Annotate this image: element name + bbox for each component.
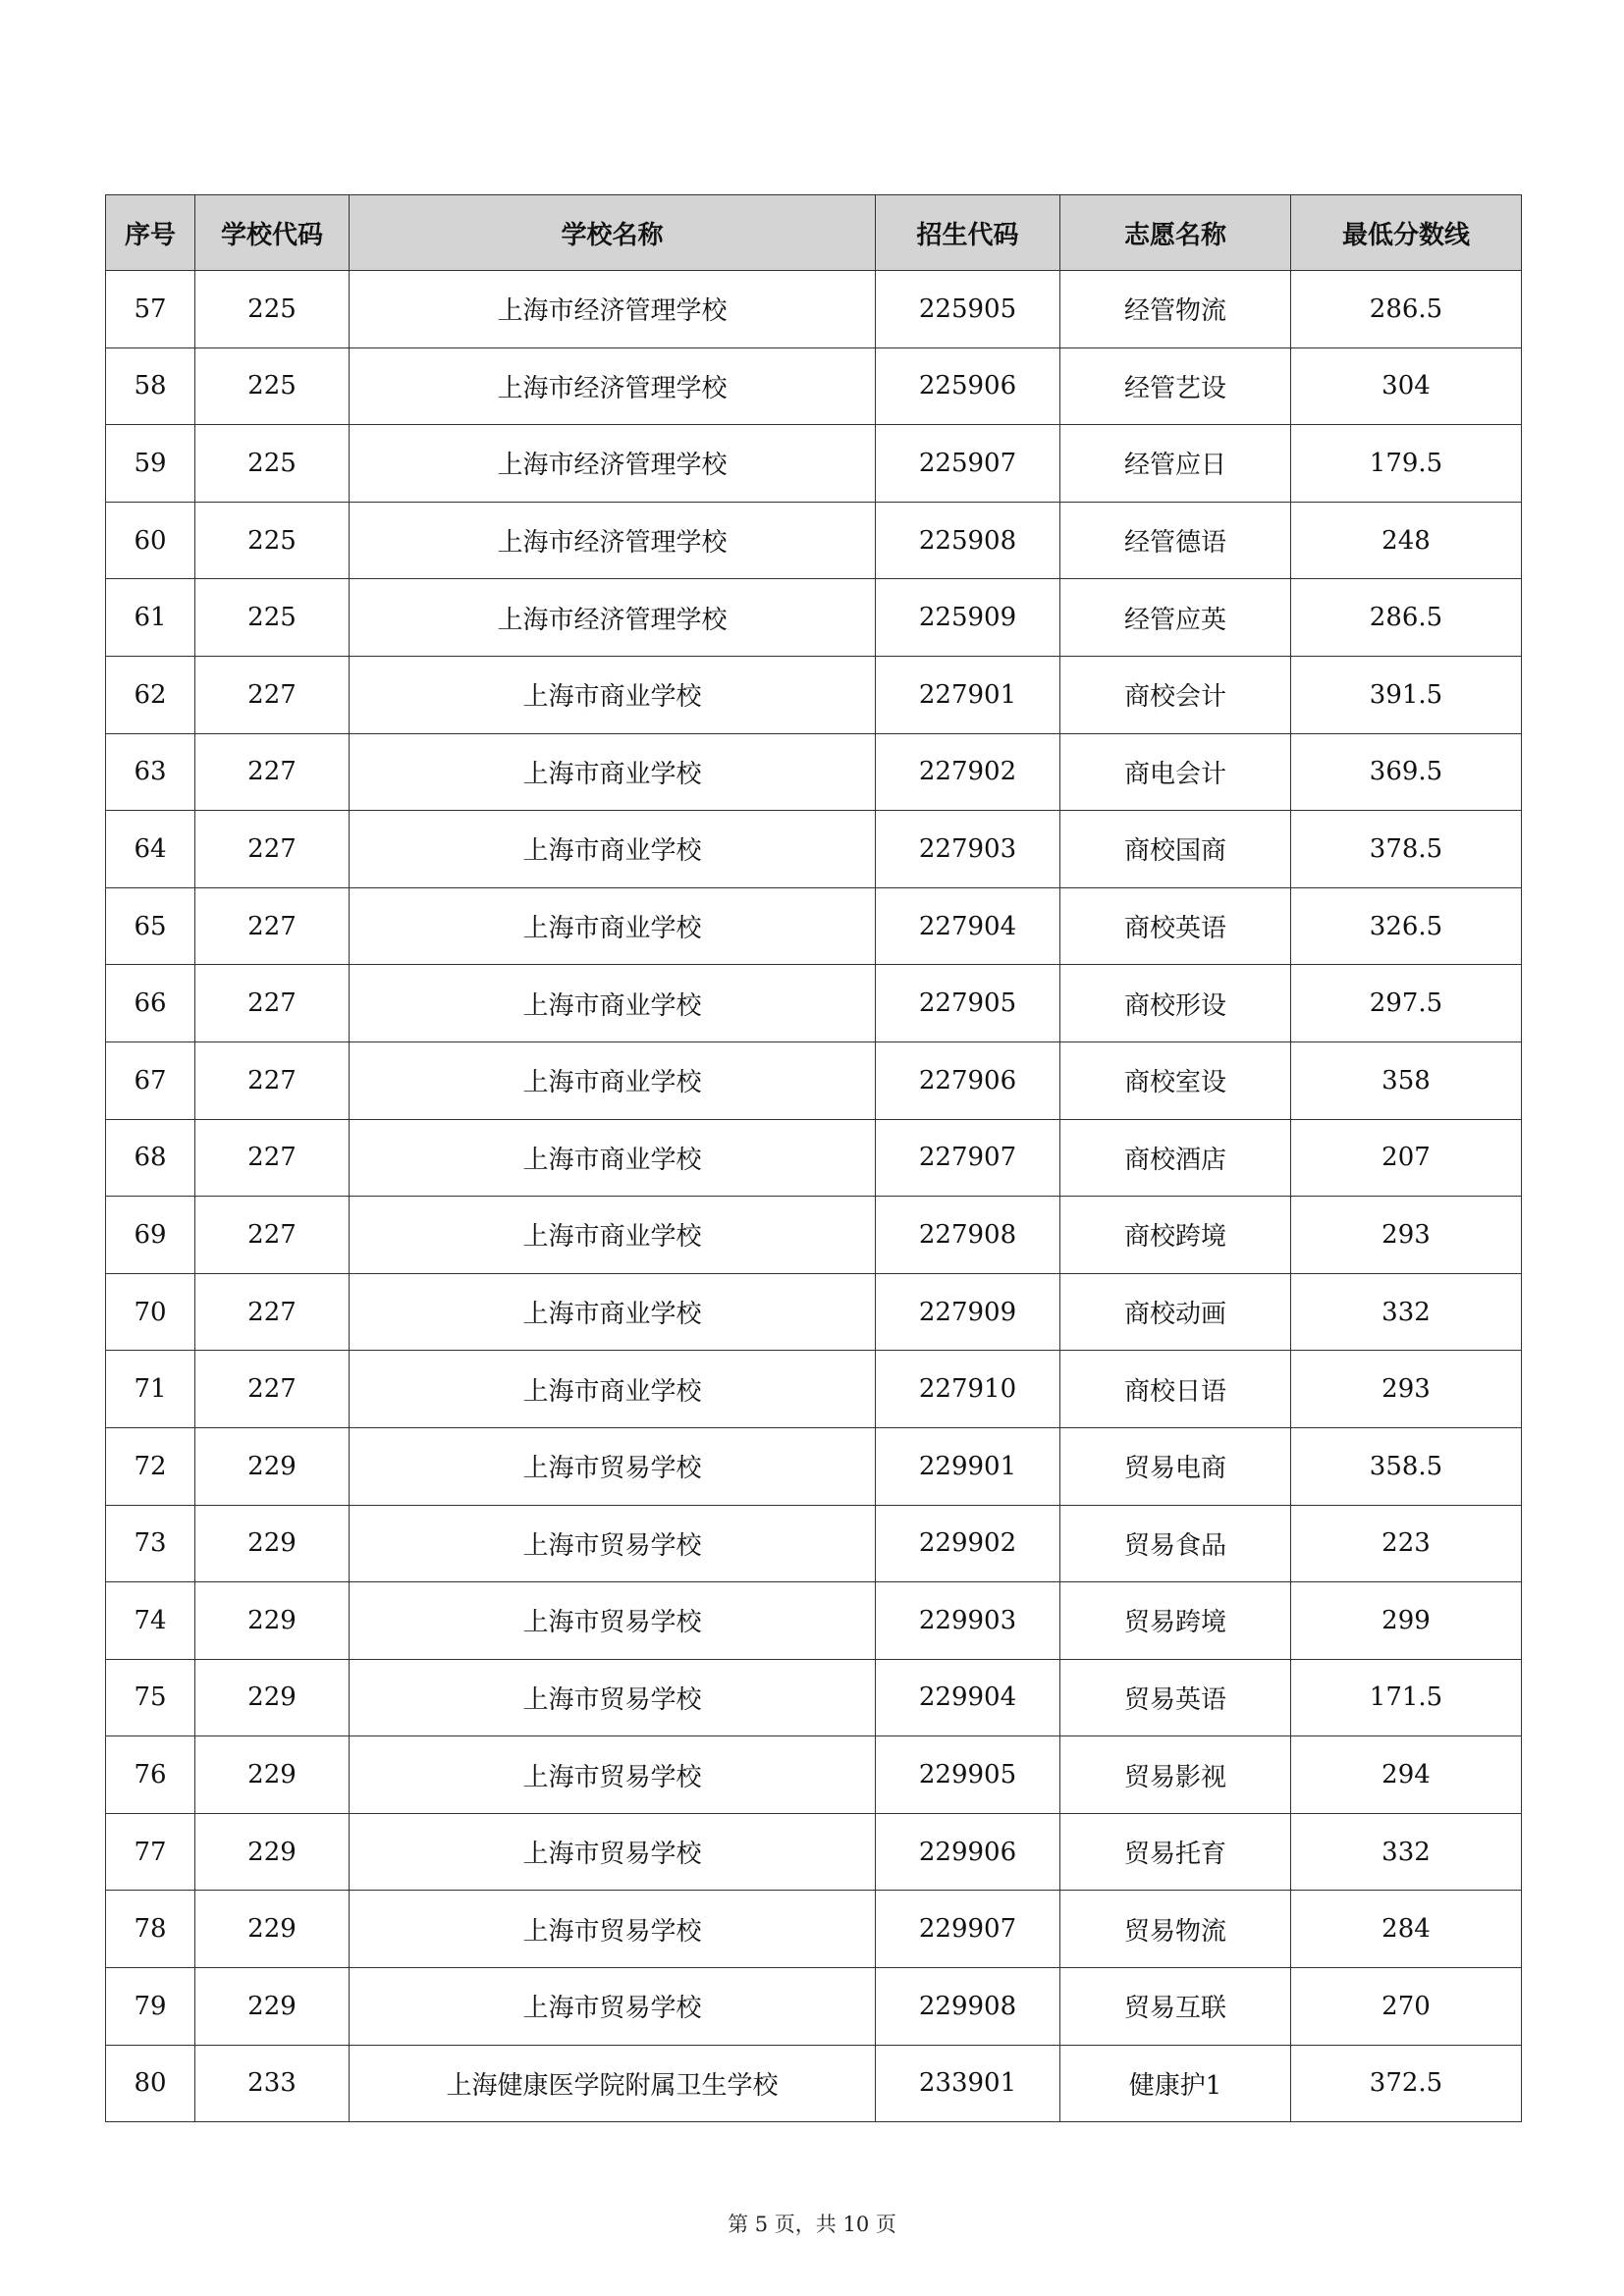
cell-program-name: 贸易影视 bbox=[1060, 1736, 1291, 1814]
cell-program-name: 经管艺设 bbox=[1060, 347, 1291, 425]
cell-program-name: 商校形设 bbox=[1060, 965, 1291, 1042]
admission-score-table bbox=[105, 194, 1522, 2122]
cell-school-name: 上海市经济管理学校 bbox=[350, 347, 876, 425]
cell-program-name: 商校日语 bbox=[1060, 1351, 1291, 1428]
cell-school-name: 上海市贸易学校 bbox=[350, 1505, 876, 1582]
cell-index: 76 bbox=[106, 1736, 195, 1814]
cell-enroll-code: 227908 bbox=[876, 1197, 1060, 1274]
cell-school-name: 上海健康医学院附属卫生学校 bbox=[350, 2045, 876, 2122]
cell-enroll-code: 227901 bbox=[876, 656, 1060, 733]
cell-min-score: 286.5 bbox=[1291, 579, 1522, 657]
table-row bbox=[106, 502, 1522, 579]
cell-school-name: 上海市贸易学校 bbox=[350, 1659, 876, 1736]
cell-enroll-code: 229903 bbox=[876, 1582, 1060, 1660]
cell-enroll-code: 229901 bbox=[876, 1427, 1060, 1505]
cell-school-name: 上海市贸易学校 bbox=[350, 1968, 876, 2046]
cell-program-name: 健康护1 bbox=[1060, 2045, 1291, 2122]
cell-school-name: 上海市经济管理学校 bbox=[350, 502, 876, 579]
cell-school-name: 上海市商业学校 bbox=[350, 887, 876, 965]
cell-min-score: 286.5 bbox=[1291, 271, 1522, 348]
cell-school-name: 上海市商业学校 bbox=[350, 811, 876, 888]
cell-min-score: 332 bbox=[1291, 1813, 1522, 1891]
table-row bbox=[106, 425, 1522, 503]
cell-index: 61 bbox=[106, 579, 195, 657]
cell-min-score: 297.5 bbox=[1291, 965, 1522, 1042]
table-row bbox=[106, 271, 1522, 348]
cell-school-code: 227 bbox=[195, 965, 350, 1042]
cell-enroll-code: 227907 bbox=[876, 1119, 1060, 1197]
table-row bbox=[106, 1427, 1522, 1505]
cell-program-name: 贸易互联 bbox=[1060, 1968, 1291, 2046]
cell-index: 60 bbox=[106, 502, 195, 579]
header-school-name: 学校名称 bbox=[350, 195, 876, 271]
cell-school-code: 225 bbox=[195, 502, 350, 579]
cell-index: 75 bbox=[106, 1659, 195, 1736]
table-row bbox=[106, 1813, 1522, 1891]
cell-enroll-code: 225905 bbox=[876, 271, 1060, 348]
cell-min-score: 369.5 bbox=[1291, 733, 1522, 811]
table-row bbox=[106, 1351, 1522, 1428]
cell-school-name: 上海市商业学校 bbox=[350, 656, 876, 733]
cell-school-name: 上海市商业学校 bbox=[350, 733, 876, 811]
cell-enroll-code: 229908 bbox=[876, 1968, 1060, 2046]
cell-program-name: 贸易托育 bbox=[1060, 1813, 1291, 1891]
cell-enroll-code: 227905 bbox=[876, 965, 1060, 1042]
cell-school-code: 227 bbox=[195, 811, 350, 888]
cell-index: 73 bbox=[106, 1505, 195, 1582]
cell-school-code: 229 bbox=[195, 1659, 350, 1736]
cell-school-code: 227 bbox=[195, 733, 350, 811]
cell-program-name: 商电会计 bbox=[1060, 733, 1291, 811]
table-row bbox=[106, 1736, 1522, 1814]
header-school-code: 学校代码 bbox=[195, 195, 350, 271]
cell-school-name: 上海市商业学校 bbox=[350, 1351, 876, 1428]
cell-enroll-code: 227909 bbox=[876, 1273, 1060, 1351]
cell-school-name: 上海市贸易学校 bbox=[350, 1891, 876, 1968]
cell-min-score: 270 bbox=[1291, 1968, 1522, 2046]
cell-school-name: 上海市商业学校 bbox=[350, 1119, 876, 1197]
header-program-name: 志愿名称 bbox=[1060, 195, 1291, 271]
table-row bbox=[106, 965, 1522, 1042]
cell-school-code: 227 bbox=[195, 656, 350, 733]
table-row bbox=[106, 1891, 1522, 1968]
cell-school-name: 上海市经济管理学校 bbox=[350, 271, 876, 348]
cell-enroll-code: 225906 bbox=[876, 347, 1060, 425]
cell-index: 70 bbox=[106, 1273, 195, 1351]
table-row bbox=[106, 733, 1522, 811]
cell-school-code: 227 bbox=[195, 1351, 350, 1428]
cell-school-code: 229 bbox=[195, 1736, 350, 1814]
cell-min-score: 293 bbox=[1291, 1197, 1522, 1274]
cell-program-name: 商校跨境 bbox=[1060, 1197, 1291, 1274]
cell-enroll-code: 227906 bbox=[876, 1041, 1060, 1119]
cell-index: 58 bbox=[106, 347, 195, 425]
cell-min-score: 378.5 bbox=[1291, 811, 1522, 888]
cell-index: 65 bbox=[106, 887, 195, 965]
cell-school-name: 上海市商业学校 bbox=[350, 1041, 876, 1119]
cell-min-score: 332 bbox=[1291, 1273, 1522, 1351]
cell-school-code: 225 bbox=[195, 425, 350, 503]
cell-program-name: 商校国商 bbox=[1060, 811, 1291, 888]
cell-school-code: 225 bbox=[195, 271, 350, 348]
table-row bbox=[106, 811, 1522, 888]
cell-school-name: 上海市贸易学校 bbox=[350, 1736, 876, 1814]
cell-min-score: 248 bbox=[1291, 502, 1522, 579]
cell-min-score: 391.5 bbox=[1291, 656, 1522, 733]
cell-school-name: 上海市贸易学校 bbox=[350, 1427, 876, 1505]
cell-program-name: 贸易食品 bbox=[1060, 1505, 1291, 1582]
cell-index: 72 bbox=[106, 1427, 195, 1505]
cell-school-code: 225 bbox=[195, 579, 350, 657]
cell-index: 62 bbox=[106, 656, 195, 733]
cell-min-score: 294 bbox=[1291, 1736, 1522, 1814]
cell-enroll-code: 225907 bbox=[876, 425, 1060, 503]
cell-school-code: 229 bbox=[195, 1891, 350, 1968]
cell-school-name: 上海市经济管理学校 bbox=[350, 425, 876, 503]
cell-min-score: 293 bbox=[1291, 1351, 1522, 1428]
cell-index: 57 bbox=[106, 271, 195, 348]
page-number: 第 5 页，共 10 页 bbox=[728, 2213, 896, 2236]
cell-enroll-code: 229907 bbox=[876, 1891, 1060, 1968]
cell-program-name: 商校动画 bbox=[1060, 1273, 1291, 1351]
cell-school-name: 上海市商业学校 bbox=[350, 1273, 876, 1351]
table-row bbox=[106, 1968, 1522, 2046]
cell-school-code: 227 bbox=[195, 1197, 350, 1274]
cell-enroll-code: 227903 bbox=[876, 811, 1060, 888]
cell-school-code: 229 bbox=[195, 1968, 350, 2046]
table-row bbox=[106, 656, 1522, 733]
cell-min-score: 358.5 bbox=[1291, 1427, 1522, 1505]
cell-program-name: 商校室设 bbox=[1060, 1041, 1291, 1119]
cell-school-code: 227 bbox=[195, 1273, 350, 1351]
table-row bbox=[106, 887, 1522, 965]
cell-index: 59 bbox=[106, 425, 195, 503]
header-enroll-code: 招生代码 bbox=[876, 195, 1060, 271]
cell-enroll-code: 225908 bbox=[876, 502, 1060, 579]
cell-school-code: 229 bbox=[195, 1505, 350, 1582]
cell-school-name: 上海市商业学校 bbox=[350, 1197, 876, 1274]
cell-program-name: 贸易电商 bbox=[1060, 1427, 1291, 1505]
cell-index: 68 bbox=[106, 1119, 195, 1197]
cell-enroll-code: 227902 bbox=[876, 733, 1060, 811]
cell-index: 64 bbox=[106, 811, 195, 888]
cell-program-name: 经管德语 bbox=[1060, 502, 1291, 579]
cell-index: 80 bbox=[106, 2045, 195, 2122]
cell-school-code: 229 bbox=[195, 1813, 350, 1891]
cell-school-code: 227 bbox=[195, 1041, 350, 1119]
cell-program-name: 贸易跨境 bbox=[1060, 1582, 1291, 1660]
table-row bbox=[106, 1582, 1522, 1660]
cell-program-name: 经管应日 bbox=[1060, 425, 1291, 503]
table-row bbox=[106, 2045, 1522, 2122]
cell-enroll-code: 229902 bbox=[876, 1505, 1060, 1582]
cell-program-name: 经管应英 bbox=[1060, 579, 1291, 657]
cell-school-name: 上海市商业学校 bbox=[350, 965, 876, 1042]
cell-index: 67 bbox=[106, 1041, 195, 1119]
cell-enroll-code: 227904 bbox=[876, 887, 1060, 965]
cell-school-code: 227 bbox=[195, 1119, 350, 1197]
table-row bbox=[106, 1273, 1522, 1351]
cell-index: 71 bbox=[106, 1351, 195, 1428]
cell-index: 77 bbox=[106, 1813, 195, 1891]
table-row bbox=[106, 1659, 1522, 1736]
cell-index: 78 bbox=[106, 1891, 195, 1968]
cell-enroll-code: 229904 bbox=[876, 1659, 1060, 1736]
cell-program-name: 商校英语 bbox=[1060, 887, 1291, 965]
cell-program-name: 商校酒店 bbox=[1060, 1119, 1291, 1197]
cell-min-score: 372.5 bbox=[1291, 2045, 1522, 2122]
cell-program-name: 贸易英语 bbox=[1060, 1659, 1291, 1736]
cell-min-score: 223 bbox=[1291, 1505, 1522, 1582]
cell-index: 69 bbox=[106, 1197, 195, 1274]
cell-enroll-code: 229906 bbox=[876, 1813, 1060, 1891]
table-row bbox=[106, 347, 1522, 425]
cell-index: 66 bbox=[106, 965, 195, 1042]
header-index: 序号 bbox=[106, 195, 195, 271]
cell-school-name: 上海市贸易学校 bbox=[350, 1582, 876, 1660]
cell-school-code: 227 bbox=[195, 887, 350, 965]
table-header-row bbox=[106, 195, 1522, 271]
table-body bbox=[106, 271, 1522, 2122]
cell-school-code: 229 bbox=[195, 1427, 350, 1505]
cell-min-score: 207 bbox=[1291, 1119, 1522, 1197]
cell-min-score: 326.5 bbox=[1291, 887, 1522, 965]
cell-enroll-code: 229905 bbox=[876, 1736, 1060, 1814]
table-row bbox=[106, 579, 1522, 657]
header-min-score: 最低分数线 bbox=[1291, 195, 1522, 271]
cell-school-code: 225 bbox=[195, 347, 350, 425]
cell-program-name: 贸易物流 bbox=[1060, 1891, 1291, 1968]
table-row bbox=[106, 1041, 1522, 1119]
cell-min-score: 304 bbox=[1291, 347, 1522, 425]
cell-program-name: 经管物流 bbox=[1060, 271, 1291, 348]
table-row bbox=[106, 1119, 1522, 1197]
cell-index: 74 bbox=[106, 1582, 195, 1660]
cell-enroll-code: 233901 bbox=[876, 2045, 1060, 2122]
cell-school-code: 229 bbox=[195, 1582, 350, 1660]
cell-school-name: 上海市经济管理学校 bbox=[350, 579, 876, 657]
cell-school-name: 上海市贸易学校 bbox=[350, 1813, 876, 1891]
cell-min-score: 171.5 bbox=[1291, 1659, 1522, 1736]
cell-min-score: 179.5 bbox=[1291, 425, 1522, 503]
cell-index: 79 bbox=[106, 1968, 195, 2046]
table-row bbox=[106, 1505, 1522, 1582]
cell-index: 63 bbox=[106, 733, 195, 811]
table-row bbox=[106, 1197, 1522, 1274]
cell-school-code: 233 bbox=[195, 2045, 350, 2122]
cell-min-score: 358 bbox=[1291, 1041, 1522, 1119]
cell-enroll-code: 227910 bbox=[876, 1351, 1060, 1428]
cell-min-score: 299 bbox=[1291, 1582, 1522, 1660]
cell-min-score: 284 bbox=[1291, 1891, 1522, 1968]
cell-program-name: 商校会计 bbox=[1060, 656, 1291, 733]
cell-enroll-code: 225909 bbox=[876, 579, 1060, 657]
